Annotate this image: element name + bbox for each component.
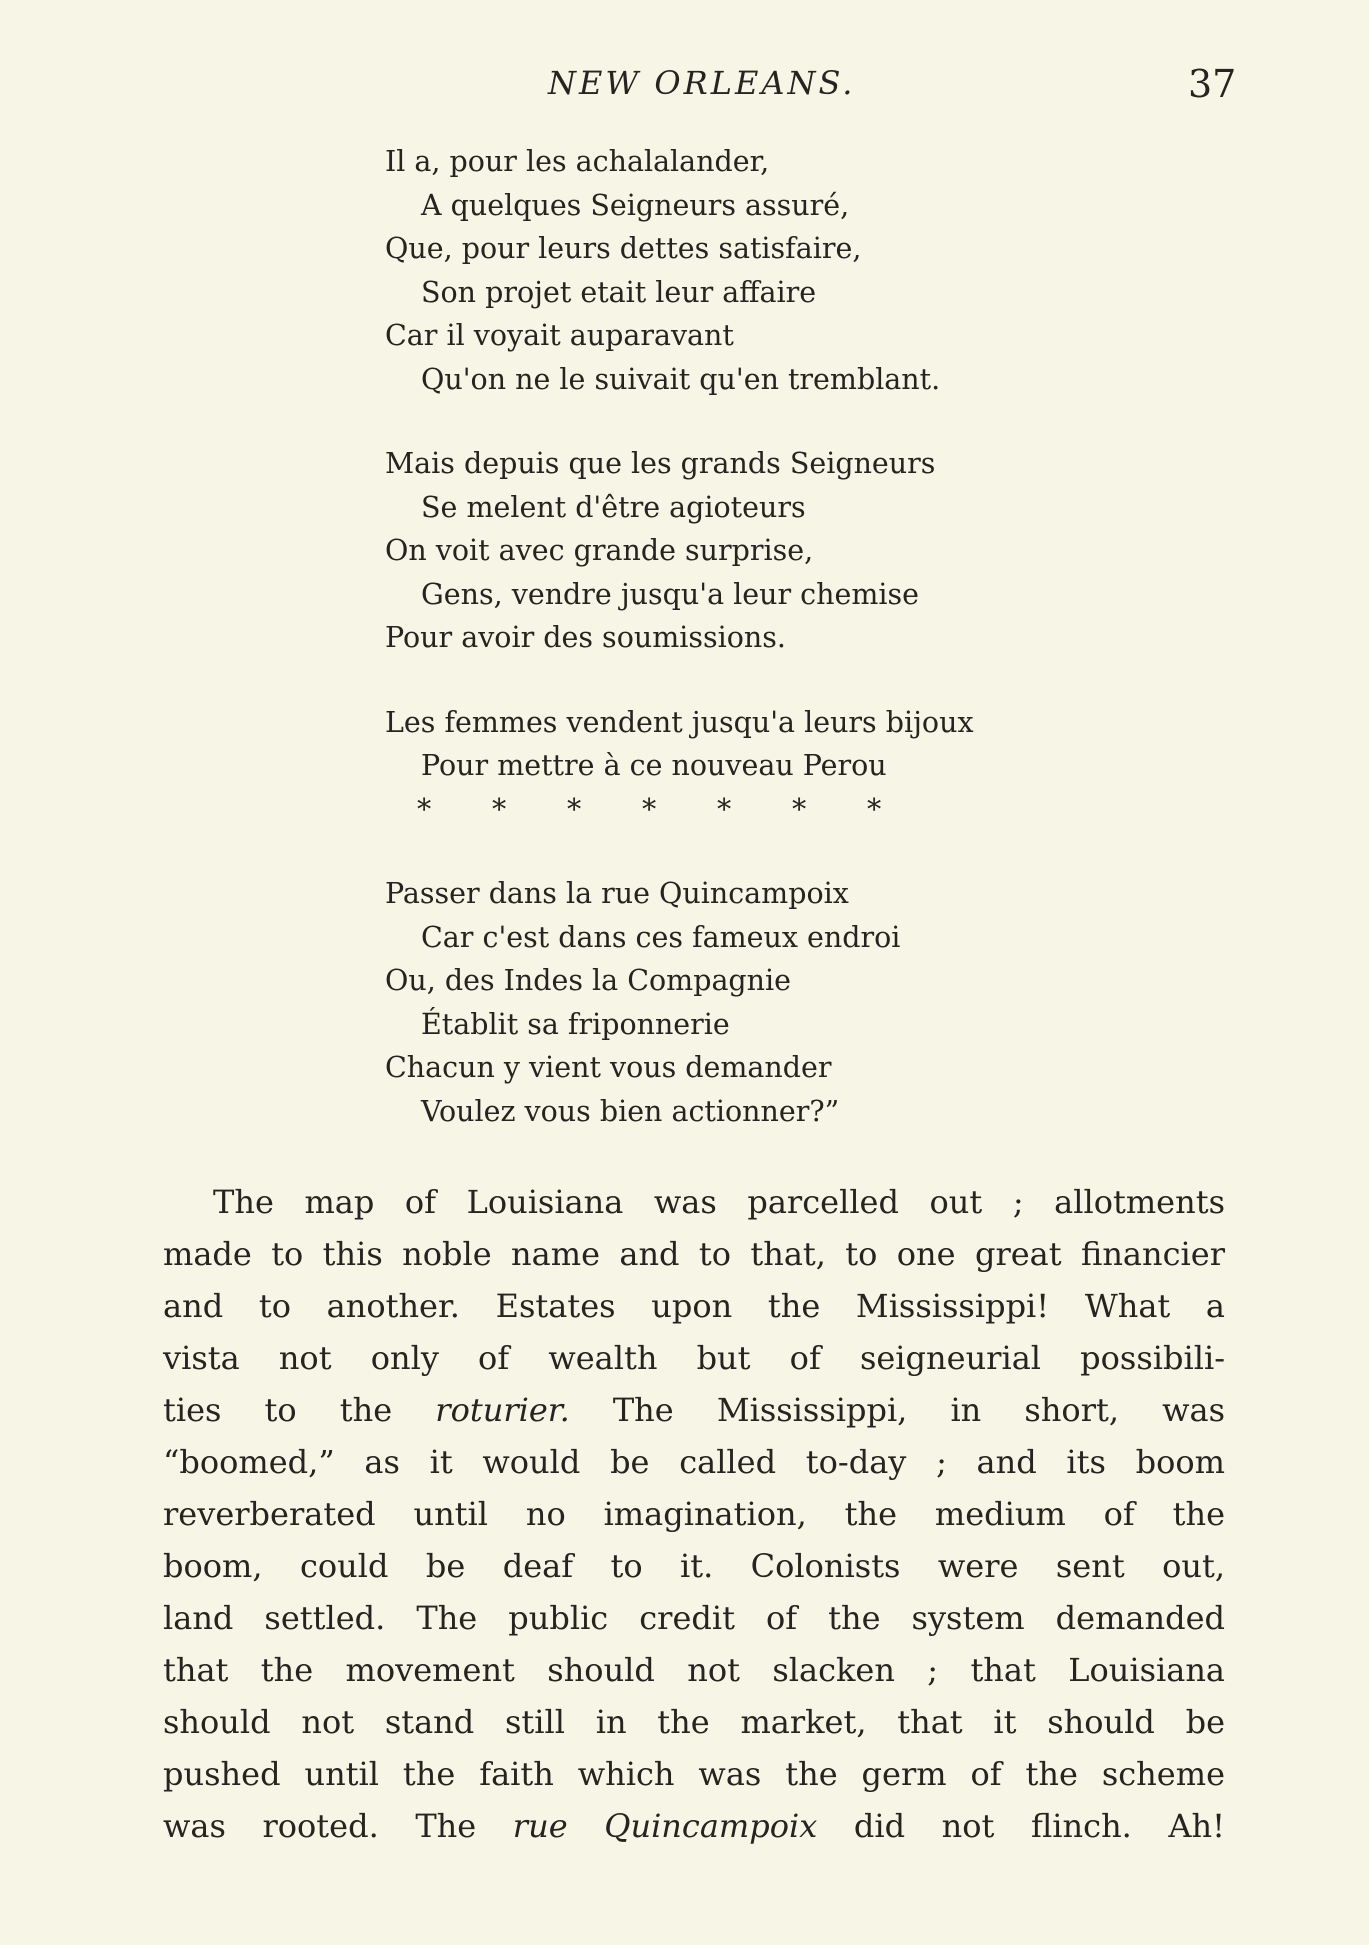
paragraph-line: that the movement should not slacken ; that Louisiana bbox=[163, 1651, 1225, 1689]
line-text: The Mississippi, in short, was bbox=[569, 1391, 1226, 1429]
paragraph-line: The map of Louisiana was parcelled out ; allotments bbox=[213, 1183, 1225, 1221]
asterisk: * bbox=[792, 792, 807, 826]
page-number: 37 bbox=[1188, 62, 1237, 106]
stanza bbox=[385, 872, 1085, 1133]
asterisk: * bbox=[717, 792, 732, 826]
verse-line: Car c'est dans ces fameux endroi bbox=[421, 920, 901, 954]
asterisk-row bbox=[385, 788, 1085, 832]
paragraph-line bbox=[163, 1384, 1225, 1436]
verse-line: Établit sa friponnerie bbox=[421, 1007, 730, 1041]
stanza bbox=[385, 140, 1085, 401]
verse-line: Son projet etait leur affaire bbox=[421, 275, 817, 309]
verse-line: A quelques Seigneurs assuré, bbox=[421, 188, 850, 222]
italic-term: roturier. bbox=[435, 1391, 570, 1429]
paragraph-line: pushed until the faith which was the germ of the scheme bbox=[163, 1755, 1225, 1793]
line-text: did not flinch. Ah! bbox=[817, 1807, 1225, 1845]
asterisk: * bbox=[867, 792, 882, 826]
verse-line: Que, pour leurs dettes satisfaire, bbox=[385, 232, 862, 265]
paragraph-line bbox=[163, 1800, 1225, 1852]
verse-line: On voit avec grande surprise, bbox=[385, 534, 814, 567]
stanza-break bbox=[385, 831, 1085, 872]
stanza bbox=[385, 701, 1085, 832]
verse-line: Les femmes vendent jusqu'a leurs bijoux bbox=[385, 705, 974, 739]
verse-line: Il a, pour les achalalander, bbox=[385, 145, 770, 178]
paragraph-line: boom, could be deaf to it. Colonists were sent out, bbox=[163, 1547, 1225, 1585]
verse-line: Ou, des Indes la Compagnie bbox=[385, 964, 792, 997]
stanza-break bbox=[385, 660, 1085, 701]
asterisk: * bbox=[417, 792, 432, 826]
verse-line: Chacun y vient vous demander bbox=[385, 1051, 832, 1084]
asterisk: * bbox=[567, 792, 582, 826]
stanza-break bbox=[385, 401, 1085, 442]
verse-line: Qu'on ne le suivait qu'en tremblant. bbox=[421, 362, 941, 396]
paragraph-line: land settled. The public credit of the system demanded bbox=[163, 1599, 1225, 1637]
running-header bbox=[0, 62, 1369, 110]
paragraph-line: “boomed,” as it would be called to-day ; and its boom bbox=[163, 1443, 1225, 1481]
paragraph-line: vista not only of wealth but of seigneurial possibili- bbox=[163, 1339, 1225, 1377]
line-text: ties to the bbox=[163, 1391, 436, 1429]
asterisk: * bbox=[642, 792, 657, 826]
line-text: was rooted. The bbox=[163, 1807, 513, 1845]
italic-term: rue Quincampoix bbox=[512, 1807, 818, 1845]
asterisk: * bbox=[492, 792, 507, 826]
verse-line: Mais depuis que les grands Seigneurs bbox=[385, 447, 936, 480]
verse-line: Pour avoir des soumissions. bbox=[385, 621, 786, 654]
verse-line: Car il voyait auparavant bbox=[385, 319, 734, 352]
paragraph-line: should not stand still in the market, that it should be bbox=[163, 1703, 1225, 1741]
running-title: NEW ORLEANS. bbox=[548, 64, 856, 102]
verse-line: Passer dans la rue Quincampoix bbox=[385, 877, 849, 910]
paragraph-line: and to another. Estates upon the Mississippi! What a bbox=[163, 1287, 1225, 1325]
verse-line: Gens, vendre jusqu'a leur chemise bbox=[421, 577, 919, 611]
body-paragraph bbox=[163, 1176, 1225, 1852]
paragraph-line: made to this noble name and to that, to one great financier bbox=[163, 1235, 1225, 1273]
verse-line: Pour mettre à ce nouveau Perou bbox=[421, 749, 887, 782]
verse-line: Se melent d'être agioteurs bbox=[421, 490, 806, 524]
poem bbox=[385, 140, 1085, 1133]
paragraph-line: reverberated until no imagination, the medium of the bbox=[163, 1495, 1225, 1533]
stanza bbox=[385, 442, 1085, 660]
verse-line: Voulez vous bien actionner?” bbox=[421, 1094, 840, 1128]
